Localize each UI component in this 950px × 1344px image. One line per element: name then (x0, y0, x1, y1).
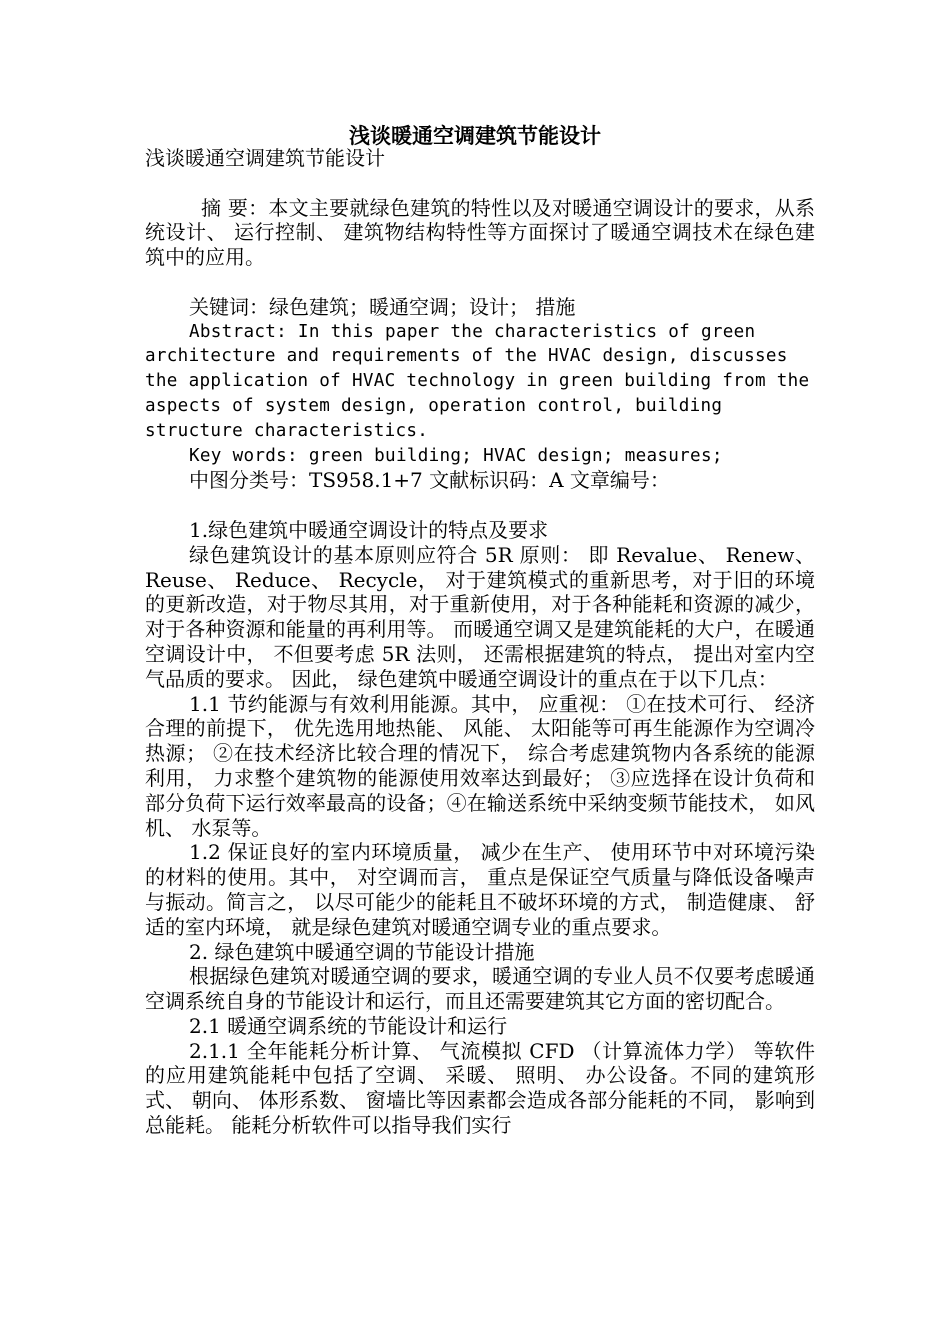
section-2-heading: 2. 绿色建筑中暖通空调的节能设计措施 (189, 939, 535, 964)
section-1-1-paragraph: 1.1 节约能源与有效利用能源。其中， 应重视： ①在技术可行、 经济合理的前提下， 优先选用地热能、 风能、 太阳能等可再生能源作为空调冷热源； ②在技术经济比较合理的情况下， 综合考虑建筑物内各系统的能源利用， 力求整个建筑物的能源使用效率达到最好； ③应选择在设计负荷和部分负荷下运行效率最高的设备；④在输送系统中采纳变频节能技术， 如风机、 水泵等。 (145, 691, 815, 840)
abstract-cn: 摘 要：本文主要就绿色建筑的特性以及对暖通空调设计的要求，从系统设计、 运行控制、 建筑物结构特性等方面探讨了暖通空调技术在绿色建筑中的应用。 (145, 195, 815, 270)
keywords-cn: 关键词：绿色建筑；暖通空调；设计； 措施 (189, 294, 576, 319)
classification-line: 中图分类号：TS958.1+7 文献标识码：A 文章编号： (189, 468, 670, 493)
document-body (145, 146, 815, 1138)
spacer (145, 270, 815, 295)
section-1-paragraph: 绿色建筑设计的基本原则应符合 5R 原则： 即 Revalue、 Renew、Reuse、 Reduce、 Recycle， 对于建筑模式的重新思考，对于旧的环境的更新改造，对于物尽其用，对于重新使用，对于各种能耗和资源的减少，对于各种资源和能量的再利用等。 而暖通空调又是建筑能耗的大户，在暖通空调设计中， 不但要考虑 5R 法则， 还需根据建筑的特点， 提出对室内空气品质的要求。 因此， 绿色建筑中暖通空调设计的重点在于以下几点： (145, 542, 815, 691)
section-2-1-heading: 2.1 暖通空调系统的节能设计和运行 (189, 1013, 508, 1038)
spacer (145, 171, 815, 196)
section-1-2-paragraph: 1.2 保证良好的室内环境质量， 减少在生产、 使用环节中对环境污染的材料的使用。其中， 对空调而言， 重点是保证空气质量与降低设备噪声与振动。简言之， 以尽可能少的能耗且不破坏环境的方式， 制造健康、 舒适的室内环境， 就是绿色建筑对暖通空调专业的重点要求。 (145, 840, 815, 939)
section-2-1-1-paragraph: 2.1.1 全年能耗分析计算、 气流模拟 CFD （计算流体力学） 等软件的应用建筑能耗中包括了空调、 采暖、 照明、 办公设备。不同的建筑形式、 朝向、 体形系数、 窗墙比等因素都会造成各部分能耗的不同， 影响到总能耗。 能耗分析软件可以指导我们实行 (145, 1038, 815, 1138)
document-subtitle: 浅谈暖通空调建筑节能设计 (145, 146, 385, 170)
section-2-paragraph: 根据绿色建筑对暖通空调的要求，暖通空调的专业人员不仅要考虑暖通空调系统自身的节能设计和运行，而且还需要建筑其它方面的密切配合。 (145, 964, 815, 1014)
section-1-heading: 1.绿色建筑中暖通空调设计的特点及要求 (189, 517, 549, 542)
abstract-en: Abstract: In this paper the characteristics of green architecture and requirements of the HVAC design, discusses the application of HVAC technology in green building from the aspects of system design, operation control, building structure characteristics. (145, 321, 810, 441)
keywords-en: Key words: green building; HVAC design; measures; (189, 445, 723, 466)
document-title: 浅谈暖通空调建筑节能设计 (349, 123, 601, 148)
spacer (145, 493, 815, 518)
